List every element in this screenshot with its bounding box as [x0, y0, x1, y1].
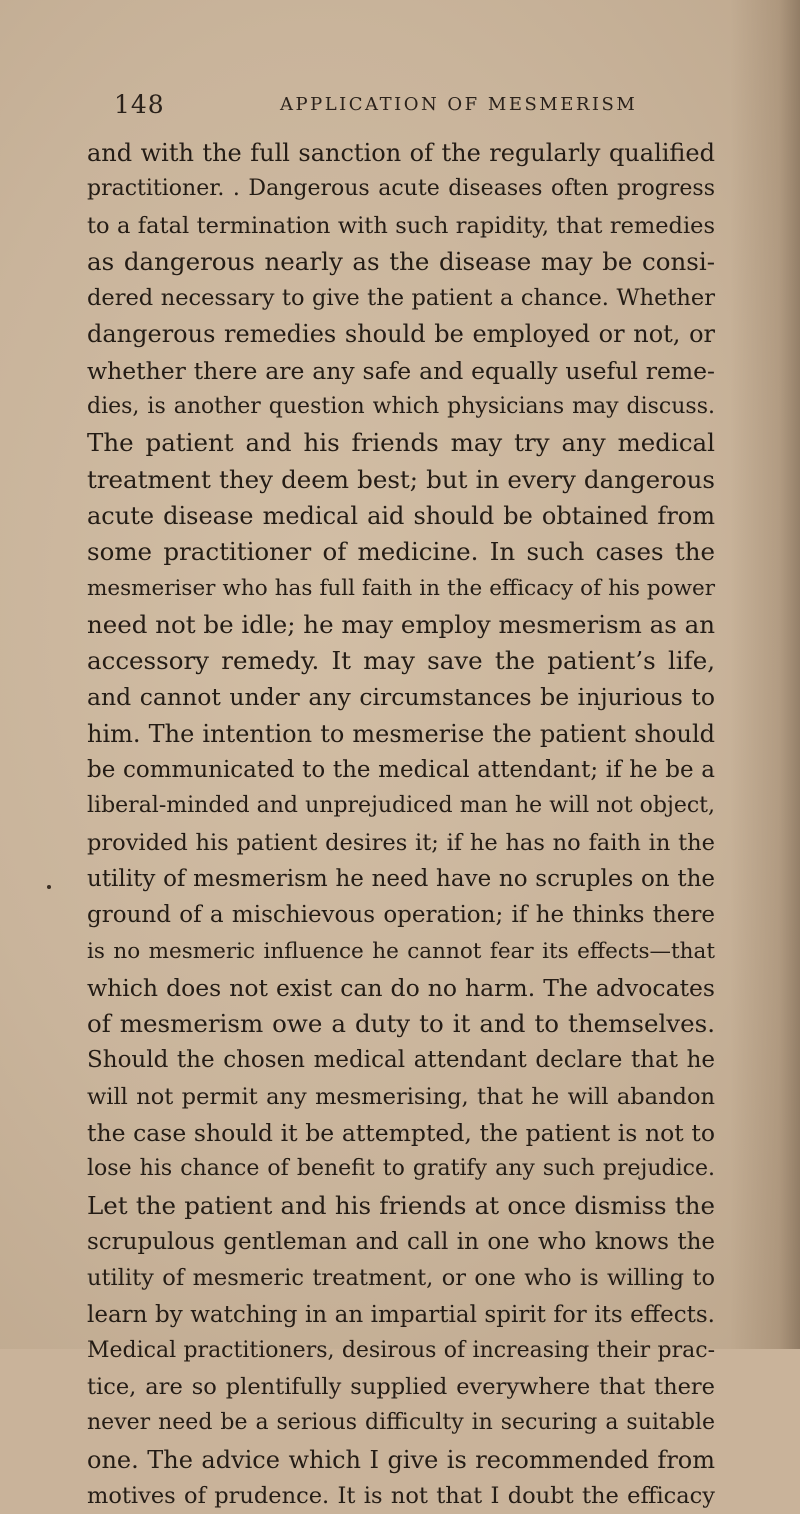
text-line: accessory remedy. It may save the patient’s life, [87, 646, 715, 676]
text-line: practitioner. . Dangerous acute diseases often progress [87, 176, 715, 202]
text-line: Should the chosen medical attendant declare that he [87, 1047, 715, 1074]
text-line: treatment they deem best; but in every dangerous [87, 464, 715, 494]
page-number: 148 [114, 90, 165, 119]
running-title: APPLICATION OF MESMERISM [280, 94, 638, 115]
text-line: some practitioner of medicine. In such cases the [87, 537, 715, 567]
text-line: utility of mesmerism he need have no scruples on the [87, 865, 715, 892]
text-line: acute disease medical aid should be obtained from [87, 501, 715, 530]
text-line: tice, are so plentifully supplied everywhere that there [87, 1374, 715, 1401]
page-header [114, 90, 674, 130]
text-line: one. The advice which I give is recommended from [87, 1445, 715, 1474]
body-text [87, 135, 715, 1514]
text-line: ground of a mischievous operation; if he thinks there [87, 902, 715, 929]
text-line: is no mesmeric influence he cannot fear its effects—that [87, 938, 715, 964]
text-line: utility of mesmeric treatment, or one who is willing to [87, 1265, 715, 1292]
text-line: the case should it be attempted, the patient is not to [87, 1119, 715, 1148]
text-line: scrupulous gentleman and call in one who knows the [87, 1228, 715, 1255]
text-line: whether there are any safe and equally useful reme- [87, 356, 715, 385]
text-line: and cannot under any circumstances be injurious to [87, 683, 715, 712]
text-line: him. The intention to mesmerise the patient should [87, 719, 715, 748]
text-line: dies, is another question which physicians may discuss. [87, 394, 715, 420]
text-line: provided his patient desires it; if he has no faith in the [87, 829, 715, 856]
text-line: which does not exist can do no harm. The advocates [87, 973, 715, 1002]
text-line: motives of prudence. It is not that I doubt the efficacy [87, 1482, 715, 1509]
text-line: Medical practitioners, desirous of increasing their prac- [87, 1337, 715, 1363]
page-edge-shadow [730, 0, 800, 1349]
text-line: The patient and his friends may try any medical [87, 428, 715, 458]
text-line: dered necessary to give the patient a chance. Whether [87, 285, 715, 312]
ink-speck [47, 885, 51, 889]
text-line: never need be a serious difficulty in securing a suitable [87, 1410, 715, 1436]
text-line: as dangerous nearly as the disease may be consi- [87, 246, 715, 276]
text-line: lose his chance of benefit to gratify any such prejudice. [87, 1156, 715, 1182]
text-line: Let the patient and his friends at once dismiss the [87, 1190, 715, 1220]
text-line: of mesmerism owe a duty to it and to themselves. [87, 1009, 715, 1039]
text-line: mesmeriser who has full faith in the efficacy of his power [87, 575, 715, 601]
text-line: liberal-minded and unprejudiced man he will not object, [87, 793, 715, 819]
text-line: be communicated to the medical attendant; if he be a [87, 757, 715, 784]
text-line: will not permit any mesmerising, that he will abandon [87, 1083, 715, 1110]
text-line: dangerous remedies should be employed or not, or [87, 320, 715, 349]
text-line: learn by watching in an impartial spirit for its effects. [87, 1301, 715, 1328]
text-line: need not be idle; he may employ mesmerism as an [87, 609, 715, 639]
text-line: and with the full sanction of the regularly qualified [87, 139, 715, 167]
text-line: to a fatal termination with such rapidity, that remedies [87, 212, 715, 239]
